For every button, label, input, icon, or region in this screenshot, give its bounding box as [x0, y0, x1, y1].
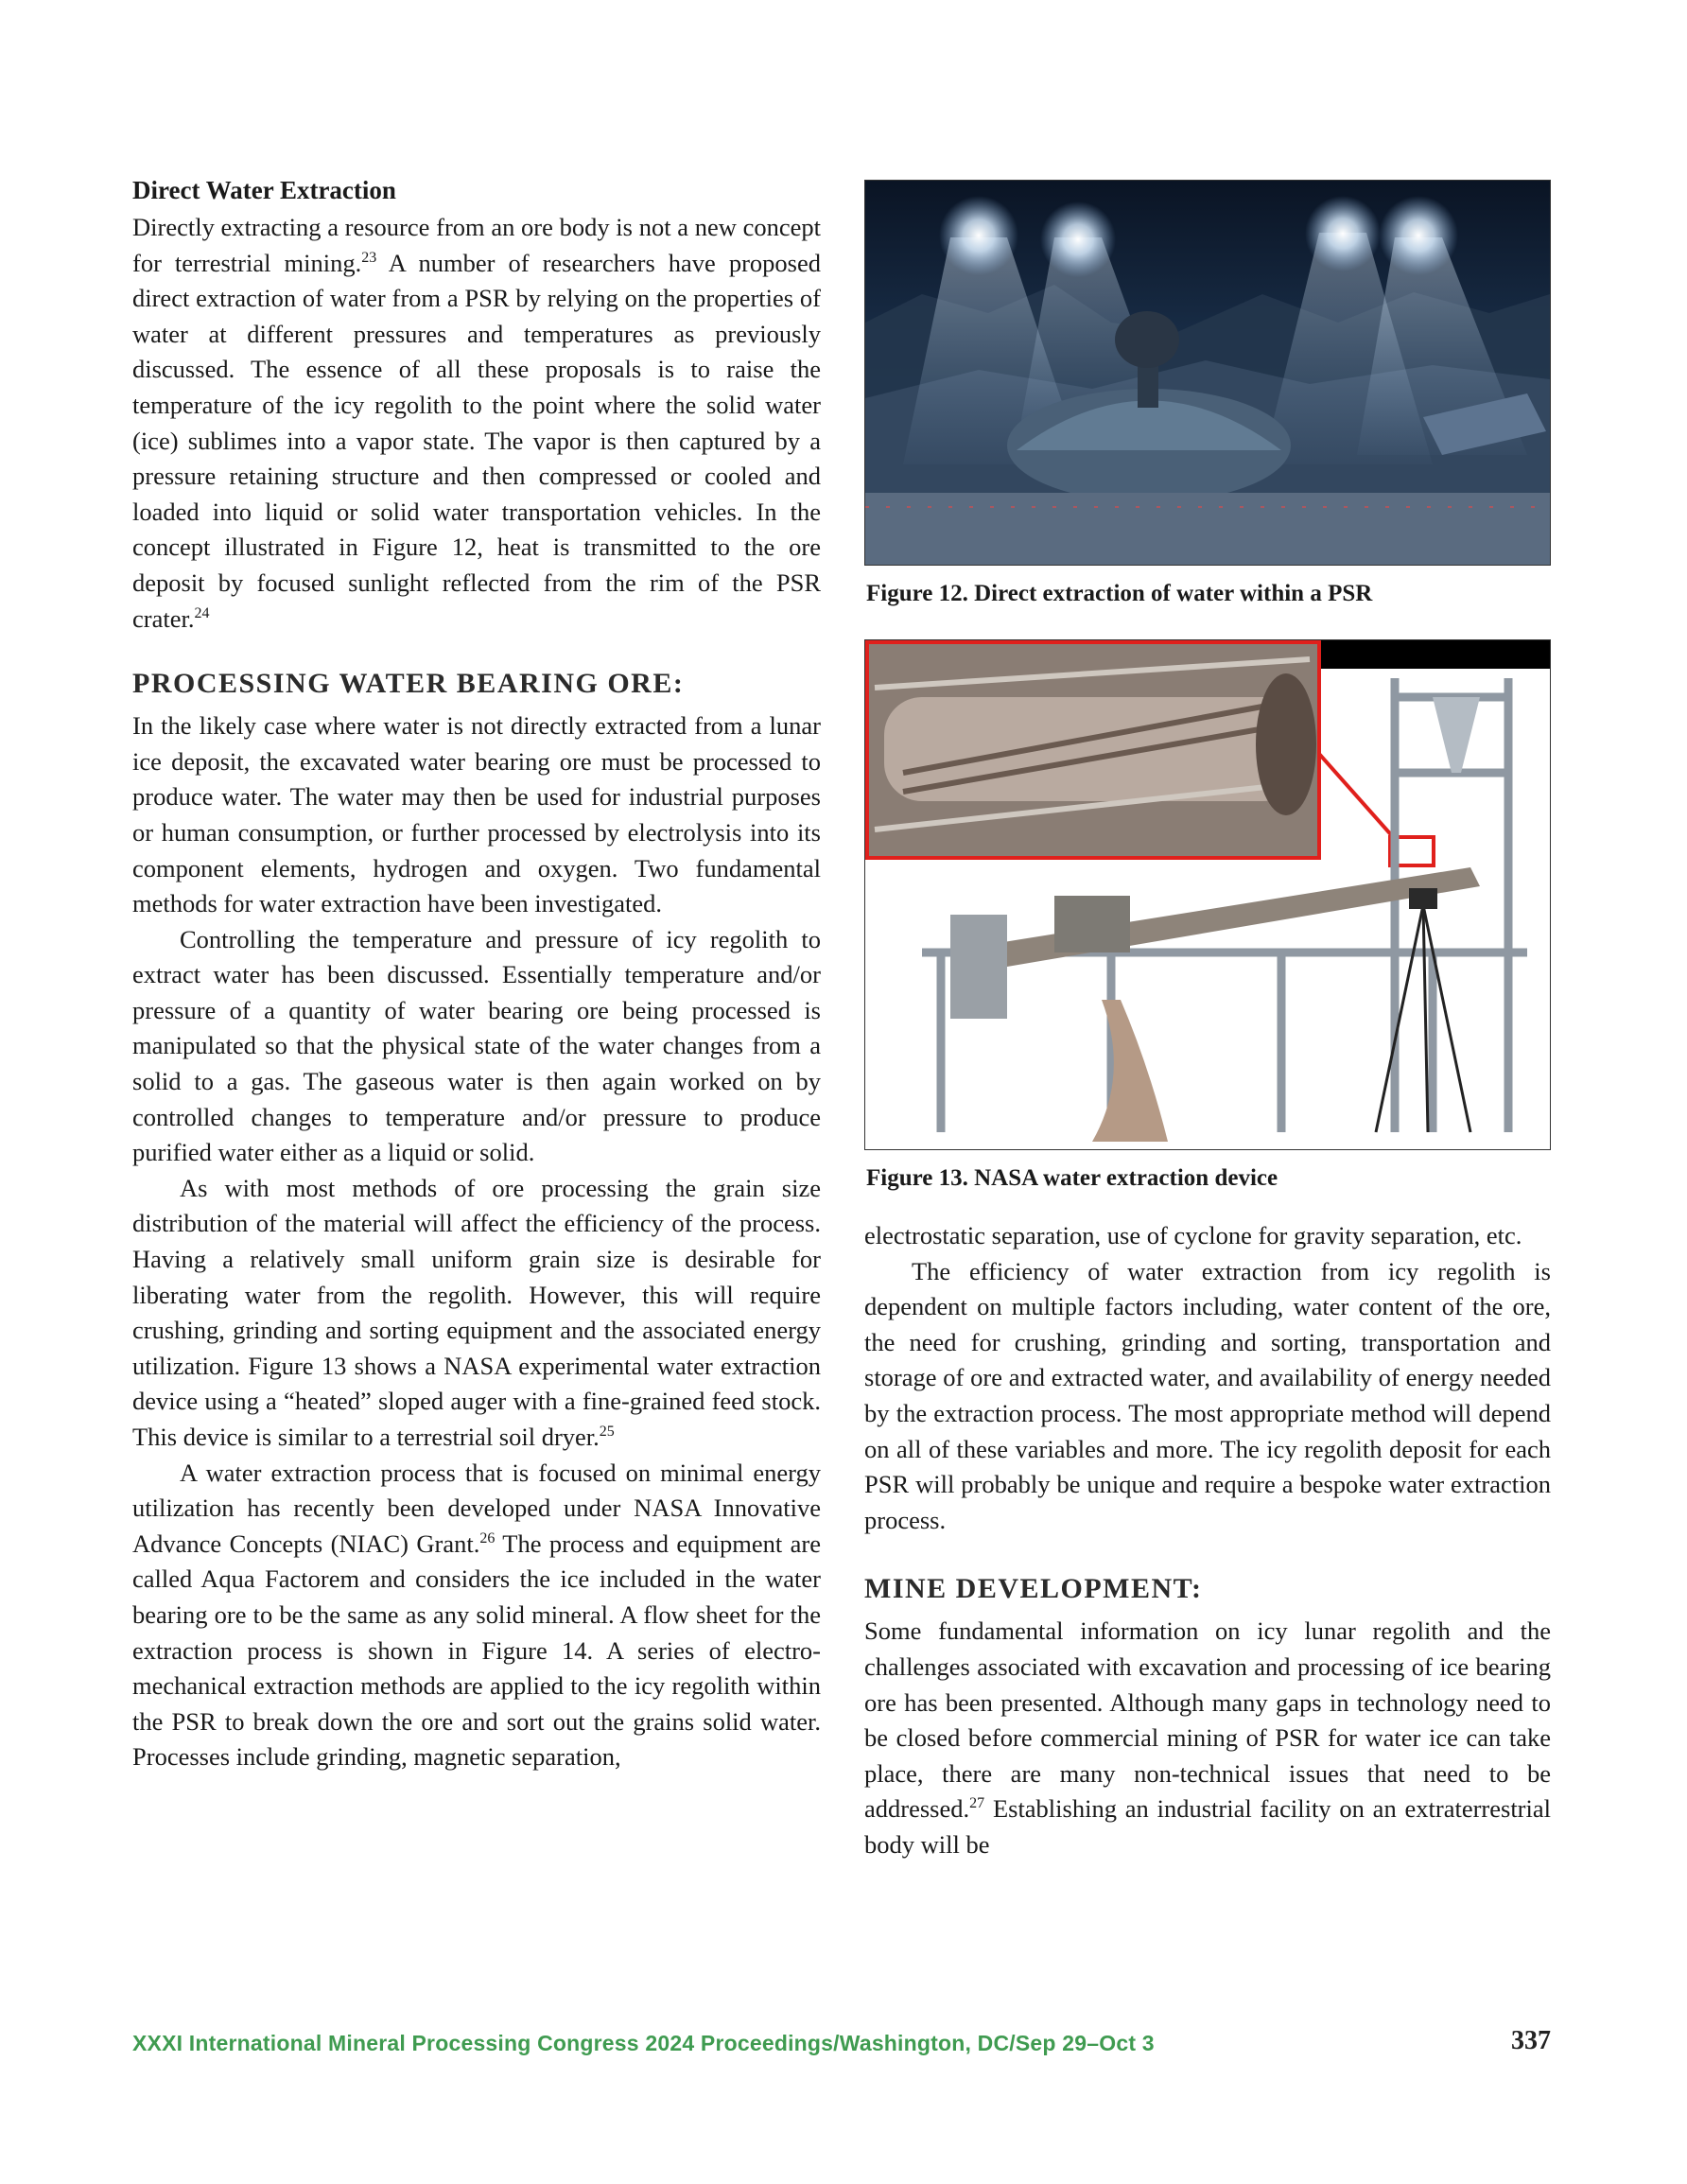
text-run: Some fundamental information on icy lunar regolith and the challenges associated with excavation and processing of ice bearing ore has been presented. Although many gaps in technology need to be closed before commercial mining of PSR for water ice can take place, there are many non-technical issues that need to be addressed. [864, 1616, 1551, 1824]
footnote-ref: 25 [599, 1424, 615, 1440]
figure-13-caption: Figure 13. NASA water extraction device [866, 1165, 1278, 1191]
text-run: A number of researchers have proposed direct extraction of water from a PSR by relying on the properties of water at different pressures and temperatures as previously discussed. The essence of all these proposals is to raise the temperature of the icy regolith to the point where the solid water (ice) sublimes into a vapor state. The vapor is then captured by a pressure retaining structure and then compressed or cooled and loaded into liquid or solid water transportation vehicles. In the concept illustrated in Figure 12, heat is transmitted to the ore deposit by focused sunlight reflected from the rim of the PSR crater. [132, 248, 821, 633]
paragraph: Controlling the temperature and pressure of icy regolith to extract water has been discussed. Essentially temperature and/or pressure of a quantity of water bearing ore being processed is manipulated so that the physical state of the water changes from a solid to a gas. The gaseous water is then again worked on by controlled changes to temperature and/or pressure to produce purified water either as a liquid or solid. [132, 924, 821, 1167]
paragraph: electrostatic separation, use of cyclone for gravity separation, etc. [864, 1221, 1522, 1249]
run-in-heading: Direct Water Extraction [132, 176, 396, 204]
paragraph: The efficiency of water extraction from icy regolith is dependent on multiple factors including, water content of the ore, the need for crushing, grinding and sorting, transportation and storage of ore and extracted water, and availability of energy needed by the extraction process. The most appropriate method will depend on all of these variables and more. The icy regolith deposit for each PSR will probably be unique and require a bespoke water extraction process. [864, 1256, 1551, 1534]
footnote-ref: 24 [194, 604, 210, 621]
paragraph [864, 1614, 1551, 1862]
text-run: A water extraction process that is focused on minimal energy utilization has recently been developed under NASA Innovative Advance Concepts (NIAC) Grant. [132, 1458, 821, 1558]
left-column [132, 172, 821, 1775]
paragraph [132, 210, 821, 637]
section-heading: PROCESSING WATER BEARING ORE: [132, 668, 685, 700]
paragraph [132, 1171, 821, 1456]
footer-conference: XXXI International Mineral Processing Congress 2024 Proceedings/Washington, DC/Sep 29–Oct 3 [132, 2031, 1155, 2055]
footnote-ref: 23 [361, 249, 377, 266]
right-column [864, 180, 1551, 1863]
page-number: 337 [1511, 2026, 1551, 2055]
text-run: The process and equipment are called Aqua Factorem and considers the ice included in the water bearing ore to be the same as any solid mineral. A flow sheet for the extraction process is shown in Figure 14. A series of electro-mechanical extraction methods are applied to the icy regolith within the PSR to break down the ore and sort out the grains solid water. Processes include grinding, magnetic separation, [132, 1529, 822, 1772]
footnote-ref: 27 [969, 1795, 985, 1812]
text-run: Directly extracting a resource from an ore body is not a new concept for terrestrial mining. [132, 213, 821, 277]
text-run: Establishing an industrial facility on an extraterrestrial body will be [864, 1794, 1551, 1859]
lunar-illustration [865, 181, 1550, 565]
figure-13-image [864, 639, 1551, 1150]
figure-12-image [864, 180, 1551, 566]
right-text-block [864, 1218, 1551, 1863]
extraction-device-photo [865, 640, 1550, 1149]
section-heading: MINE DEVELOPMENT: [864, 1573, 1203, 1605]
paragraph: In the likely case where water is not directly extracted from a lunar ice deposit, the excavated water bearing ore must be processed to produce water. The water may then be used for industrial purposes or human consumption, or further processed by electrolysis into its component elements, hydrogen and oxygen. Two fundamental methods for water extraction have been investigated. [132, 711, 821, 918]
figure-12-caption: Figure 12. Direct extraction of water within a PSR [866, 581, 1373, 606]
footnote-ref: 26 [479, 1529, 496, 1546]
paragraph [132, 1456, 821, 1775]
text-run: As with most methods of ore processing the grain size distribution of the material will affect the efficiency of the process. Having a relatively small uniform grain size is desirable for liberating water from the regolith. However, this will require crushing, grinding and sorting equipment and the associated energy utilization. Figure 13 shows a NASA experimental water extraction device using a “heated” sloped auger with a fine-grained feed stock. This device is similar to a terrestrial soil dryer. [132, 1173, 821, 1451]
